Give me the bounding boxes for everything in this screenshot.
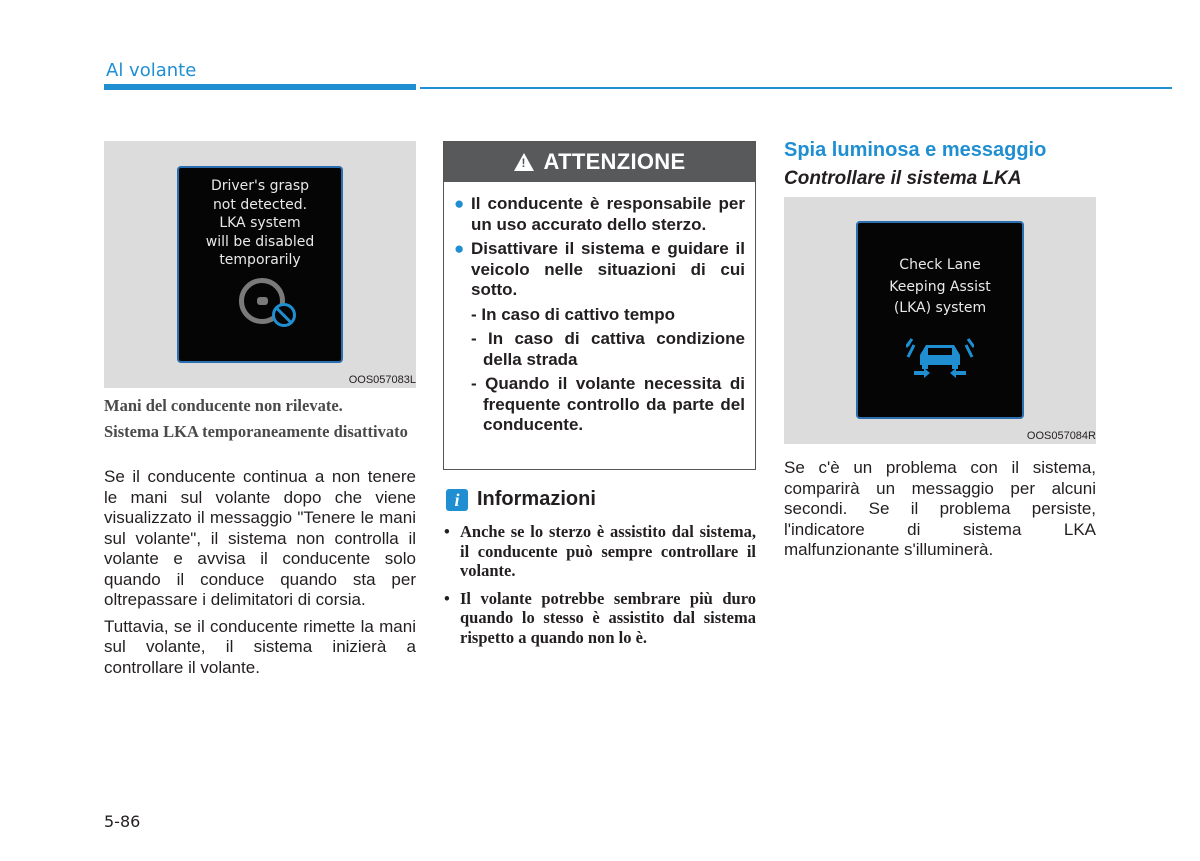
page-number: 5-86	[104, 812, 141, 831]
warning-item: ● Il conducente è responsabile per un uso accurato dello sterzo.	[454, 194, 745, 234]
warning-item: ● Disattivare il sistema e guidare il veicolo nelle situazioni di cui sotto. - In caso di cattivo tempo - In caso di cattiva condizione della strada - Quando il volante necessita di frequente controllo da parte del conducente.	[454, 239, 745, 434]
warning-subitem: - Quando il volante necessita di frequente controllo da parte del conducente.	[471, 374, 745, 434]
info-header	[446, 488, 596, 511]
figure-caption-sub: Sistema LKA temporaneamente disattivato	[104, 422, 408, 441]
figure-code: OOS057084R	[1026, 430, 1096, 442]
figure-code: OOS057083L	[348, 374, 416, 386]
warning-list	[444, 182, 755, 436]
display-message	[858, 255, 1022, 320]
warning-triangle-icon: !	[514, 153, 534, 171]
info-item: • Anche se lo sterzo è assistito dal sistema, il conducente può sempre controllare il volante.	[444, 522, 756, 580]
display-line: not detected.	[212, 196, 308, 213]
warning-box	[443, 141, 756, 470]
body-text-col1	[104, 467, 416, 684]
paragraph: Tuttavia, se il conducente rimette la mani sul volante, il sistema inizierà a controllare il volante.	[104, 616, 416, 677]
display-line: (LKA) system	[893, 300, 987, 316]
lka-car-icon	[906, 337, 974, 379]
figure-caption: Mani del conducente non rilevate.	[104, 396, 343, 415]
header-rule-thick	[104, 84, 416, 90]
warning-header	[444, 142, 755, 182]
bullet-icon: ●	[454, 239, 465, 258]
paragraph: Se il conducente continua a non tenere le mani sul volante dopo che viene visualizzato il messaggio "Tenere le mani sul volante", il sistema non controlla il volante e avvisa il conducente solo quando il conduce quando sta per oltrepassare i delimitatori di corsia.	[104, 467, 416, 609]
section-heading: Spia luminosa e messaggio	[784, 139, 1047, 161]
display-message	[179, 177, 341, 270]
bullet-icon: ●	[454, 194, 465, 213]
cluster-display	[177, 166, 343, 363]
warning-title: ATTENZIONE	[543, 149, 686, 174]
display-line: Driver's grasp	[210, 178, 310, 194]
figure-check-lka	[784, 197, 1096, 444]
display-line: Keeping Assist	[889, 278, 991, 295]
figure-grasp-warning	[104, 141, 416, 388]
info-icon: i	[446, 489, 468, 511]
body-text-col3	[784, 458, 1096, 567]
cluster-display	[856, 221, 1024, 419]
display-line: LKA system	[219, 215, 301, 231]
info-list	[444, 522, 756, 655]
display-line: Check Lane	[899, 257, 981, 273]
prohibition-icon	[272, 303, 296, 327]
display-line: will be disabled	[205, 233, 315, 250]
warning-subitem: - In caso di cattivo tempo	[471, 304, 676, 324]
section-subheading: Controllare il sistema LKA	[784, 168, 1022, 189]
warning-subitem: - In caso di cattiva condizione della strada	[471, 329, 745, 369]
paragraph: Se c'è un problema con il sistema, comparirà un messaggio per alcuni secondi. Se il problema persiste, l'indicatore di sistema LKA malfunzionante s'illuminerà.	[784, 458, 1096, 559]
section-title: Al volante	[106, 60, 197, 81]
info-title: Informazioni	[477, 488, 596, 510]
info-item: • Il volante potrebbe sembrare più duro quando lo stesso è assistito dal sistema rispetto a quando non lo è.	[444, 588, 756, 647]
display-line: temporarily	[219, 252, 301, 268]
warning-sublist	[471, 305, 745, 436]
header-rule-thin	[420, 87, 1172, 89]
